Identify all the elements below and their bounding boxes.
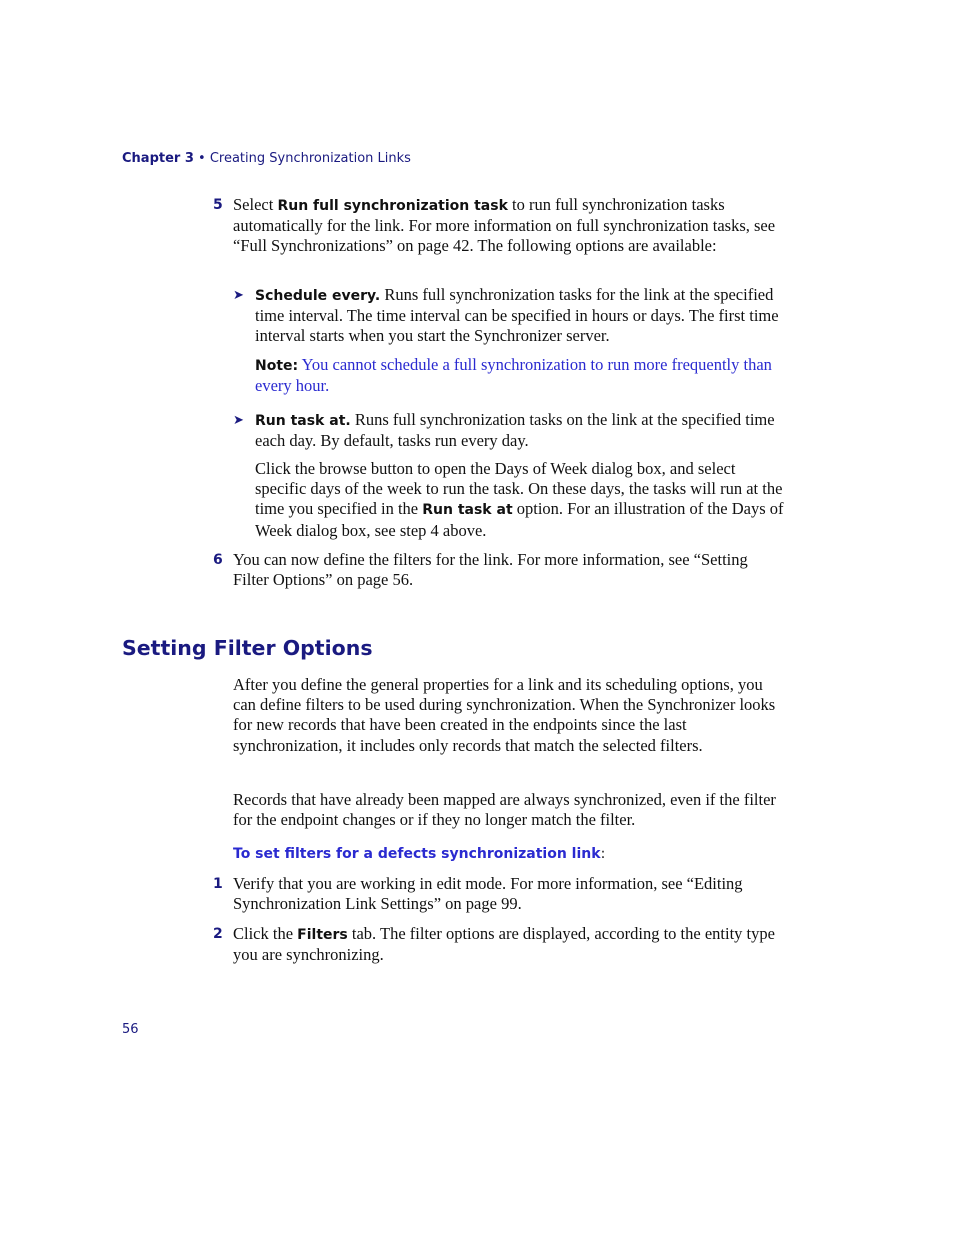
bullet-paragraph bbox=[255, 459, 790, 541]
procedure-step-2 bbox=[213, 924, 793, 965]
step-6 bbox=[213, 550, 793, 590]
note-text: You cannot schedule a full synchronization to run more frequently than every hour. bbox=[255, 355, 772, 396]
note-label: Note: bbox=[255, 358, 299, 374]
bullet-term: Run task at. bbox=[255, 413, 351, 429]
step-term: Run full synchronization task bbox=[277, 198, 508, 214]
step-text-post: to run full synchronization tasks automatically for the link. For more information on full synchronization tasks, see “Full Synchronizations” on page 42. The following options are available: bbox=[233, 195, 776, 256]
step-text-pre: Click the bbox=[233, 924, 298, 943]
step-number: 1 bbox=[213, 876, 223, 892]
step-number: 2 bbox=[213, 926, 223, 942]
running-header bbox=[122, 151, 411, 166]
step-text: You can now define the filters for the link. For more information, see “Setting Filter Options” on page 56. bbox=[233, 550, 748, 590]
section-heading: Setting Filter Options bbox=[122, 636, 373, 660]
bullet-run-task-at bbox=[233, 410, 793, 451]
procedure-title: To set filters for a defects synchronization link bbox=[233, 846, 601, 862]
bullet-text: Runs full synchronization tasks for the link at the specified time interval. The time interval can be specified in hours or days. The first time interval starts when you start the Synchronizer server. bbox=[255, 285, 779, 346]
chapter-label: Chapter 3 bbox=[122, 151, 194, 166]
intro-paragraph-1: After you define the general properties for a link and its scheduling options, you can define filters to be used during synchronization. When the Synchronizer looks for new records that have been created in the endpoints since the last synchronization, it includes only records that match the selected filters. bbox=[233, 675, 776, 755]
step-text-pre: Select bbox=[233, 195, 278, 214]
para-text-pre: Click the browse button to open the Days of Week dialog box, and select specific days of the week to run the task. On these days, the tasks will run at the time you specified in the bbox=[255, 459, 783, 519]
para-term: Run task at bbox=[422, 502, 513, 519]
intro-paragraph-2: Records that have already been mapped are always synchronized, even if the filter for the endpoint changes or if they no longer match the filter. bbox=[233, 790, 776, 830]
step-text: Verify that you are working in edit mode. For more information, see “Editing Synchronization Link Settings” on page 99. bbox=[233, 874, 743, 914]
step-number: 6 bbox=[213, 552, 223, 568]
procedure-step-1 bbox=[213, 874, 793, 914]
section-label: Creating Synchronization Links bbox=[209, 151, 411, 166]
step-5 bbox=[213, 195, 793, 257]
header-separator: • bbox=[193, 151, 210, 166]
arrow-bullet-icon: ➤ bbox=[233, 412, 244, 427]
page-number: 56 bbox=[122, 1022, 139, 1037]
step-term: Filters bbox=[297, 927, 348, 943]
step-text-post: tab. The filter options are displayed, according to the entity type you are synchronizing. bbox=[233, 924, 775, 965]
procedure-colon: : bbox=[600, 846, 606, 862]
step-number: 5 bbox=[213, 197, 223, 213]
bullet-term: Schedule every. bbox=[255, 288, 381, 304]
note bbox=[255, 355, 790, 396]
para-text-post: option. For an illustration of the Days of Week dialog box, see step 4 above. bbox=[255, 499, 784, 540]
arrow-bullet-icon: ➤ bbox=[233, 287, 244, 302]
procedure-heading bbox=[233, 846, 605, 862]
bullet-text: Runs full synchronization tasks on the link at the specified time each day. By default, tasks run every day. bbox=[255, 410, 775, 451]
bullet-schedule-every bbox=[233, 285, 793, 347]
